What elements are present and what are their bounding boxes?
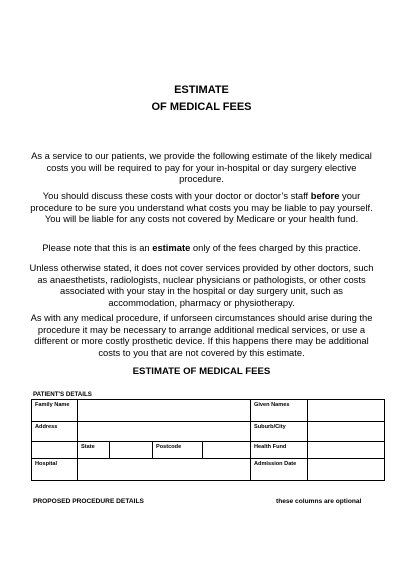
intro-paragraph: As a service to our patients, we provide the following estimate of the likely medical costs you will be required to pay for your in-hospital or day surgery elective procedure. (31, 150, 372, 185)
estimate-section-title: ESTIMATE OF MEDICAL FEES (132, 366, 271, 377)
estimate-note-text-c: only of the fees charged by this practice. (190, 242, 361, 253)
postcode-label: Postcode (153, 442, 203, 459)
table-row (32, 400, 385, 422)
suburb-city-label: Suburb/City (251, 422, 308, 442)
admission-date-label: Admission Date (251, 459, 308, 481)
estimate-note-emphasis: estimate (152, 242, 191, 253)
document-title-line1: ESTIMATE (174, 84, 229, 96)
table-row (32, 459, 385, 481)
discuss-costs-paragraph (28, 190, 375, 225)
address-label: Address (32, 422, 78, 442)
hospital-label: Hospital (32, 459, 78, 481)
discuss-costs-emphasis: before (310, 190, 340, 201)
patient-details-table (31, 399, 385, 481)
document-title-line2: OF MEDICAL FEES (151, 101, 252, 113)
address-field[interactable] (78, 422, 251, 442)
table-row (32, 442, 385, 459)
state-label: State (78, 442, 110, 459)
proposed-procedure-heading: PROPOSED PROCEDURE DETAILS (33, 498, 144, 505)
estimate-note-text-a: Please note that this is an (42, 242, 153, 253)
exclusions-paragraph: Unless otherwise stated, it does not cover services provided by other doctors, such as anaesthetists, radiologists, nuclear physicians or pathologists, or other costs associated with your stay in the hospital or day surgery unit, such as accommodation, pharmacy or physiotherapy. (29, 262, 374, 308)
family-name-field[interactable] (78, 400, 251, 422)
state-field[interactable] (110, 442, 153, 459)
address-continued-field[interactable] (32, 442, 78, 459)
health-fund-field[interactable] (308, 442, 385, 459)
family-name-label: Family Name (32, 400, 78, 422)
optional-columns-note: these columns are optional (276, 498, 362, 505)
patient-details-heading: PATIENT'S DETAILS (33, 391, 92, 398)
unforeseen-costs-paragraph: As with any medical procedure, if unforseen circumstances should arise during the procedure it may be necessary to arrange additional medical services, or use a different or more costly prosthetic device. If this happens there may be additional costs to you that are not covered by this estimate. (30, 312, 373, 358)
admission-date-field[interactable] (308, 459, 385, 481)
table-row (32, 422, 385, 442)
estimate-note-paragraph (28, 242, 375, 254)
suburb-city-field[interactable] (308, 422, 385, 442)
discuss-costs-text-a: You should discuss these costs with your doctor or doctor’s staff (42, 190, 311, 201)
given-names-field[interactable] (308, 400, 385, 422)
given-names-label: Given Names (251, 400, 308, 422)
discuss-costs-text-c: your procedure to be sure you understand what costs you may be liable to pay yourself. You will be liable for any costs not covered by Medicare or your health fund. (30, 190, 373, 225)
hospital-field[interactable] (78, 459, 251, 481)
health-fund-label: Health Fund (251, 442, 308, 459)
postcode-field[interactable] (203, 442, 251, 459)
